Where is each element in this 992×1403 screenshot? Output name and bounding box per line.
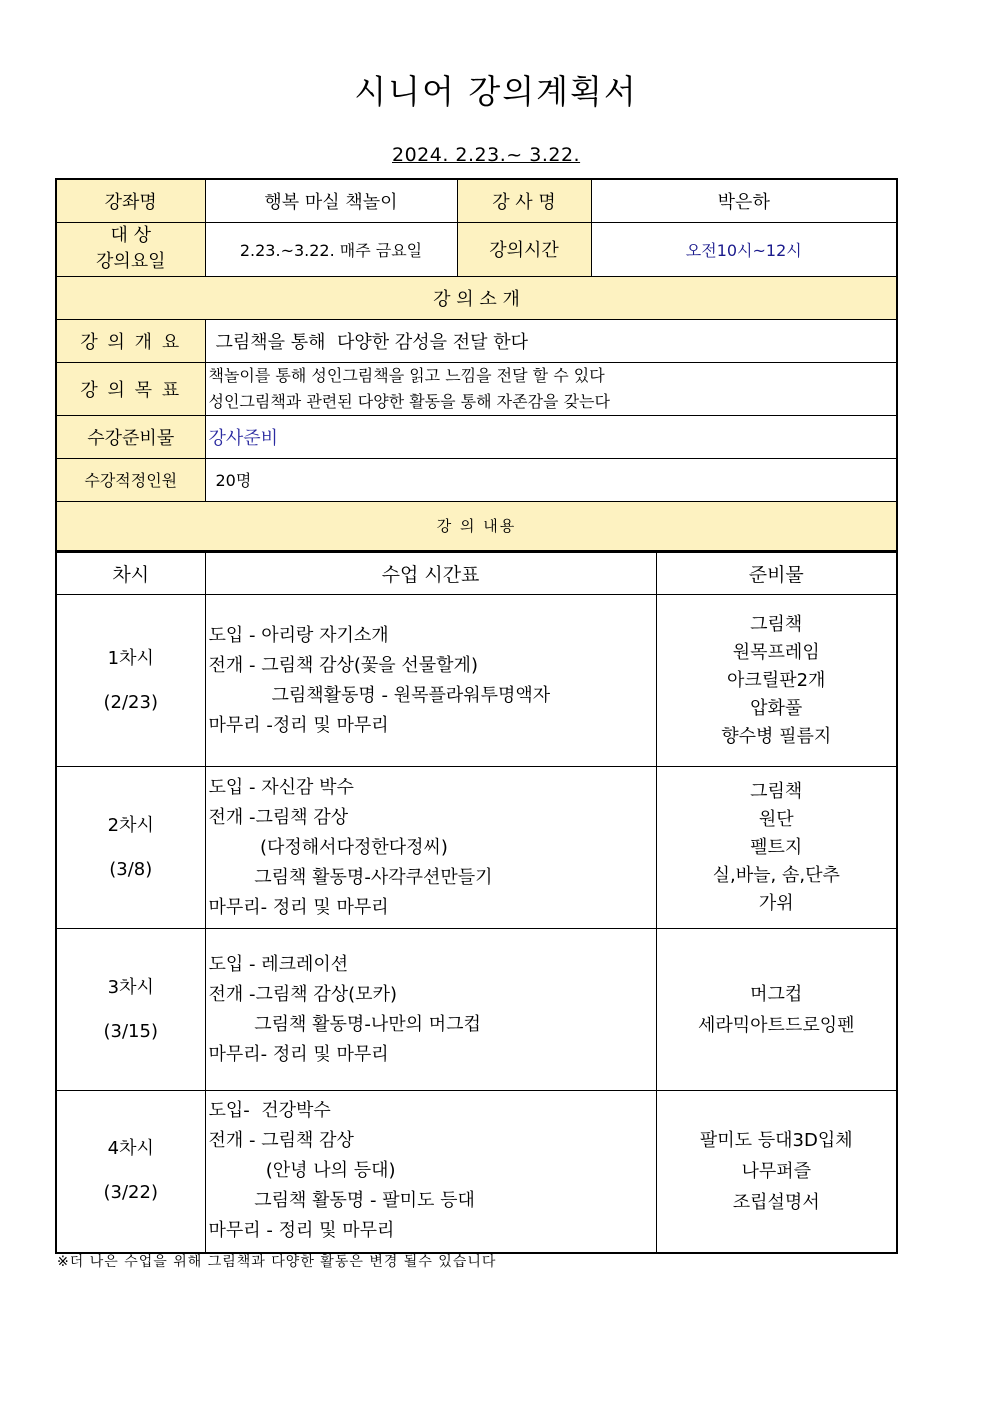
- session-materials: [656, 767, 897, 929]
- session-materials: [656, 1091, 897, 1253]
- session-materials: [656, 595, 897, 767]
- session-schedule: [205, 767, 656, 929]
- lecture-day-label: 강의요일: [95, 251, 166, 272]
- material-item: 원단: [758, 808, 794, 830]
- session-date: (3/22): [103, 1182, 158, 1204]
- session-schedule: [205, 929, 656, 1091]
- schedule-line: 그림책활동명 - 원목플라워투명액자: [208, 684, 551, 706]
- schedule-line: 마무리 - 정리 및 마무리: [208, 1220, 395, 1242]
- material-item: 압화풀: [750, 697, 803, 719]
- material-item: 머그컵: [750, 983, 803, 1005]
- session-date: (2/23): [103, 691, 158, 713]
- material-item: 실,바늘, 솜,단추: [712, 864, 840, 886]
- schedule-line: (다정해서다정한다정씨): [208, 836, 448, 858]
- schedule-column-header: 수업 시간표: [205, 553, 656, 595]
- material-item: 세라믹아트드로잉펜: [698, 1014, 855, 1036]
- material-item: 그림책: [750, 613, 803, 635]
- session-date: (3/15): [103, 1020, 158, 1042]
- lecture-plan-table: [55, 178, 896, 1254]
- target-label: 대 상: [110, 225, 151, 246]
- session-name: 3차시: [107, 976, 154, 998]
- course-date-range: 2024. 2.23.~ 3.22.: [392, 144, 581, 166]
- schedule-line: 도입- 건강박수: [208, 1100, 331, 1122]
- capacity-value: 20명: [205, 458, 897, 501]
- schedule-line: 도입 - 아리랑 자기소개: [208, 624, 389, 646]
- session-row: [56, 595, 897, 767]
- session-cell: [56, 1091, 205, 1253]
- schedule-line: 전개 -그림책 감상(모카): [208, 983, 397, 1005]
- material-item: 팔미도 등대3D입체: [699, 1129, 853, 1151]
- goal-value: [205, 362, 897, 415]
- session-column-header: 차시: [56, 553, 205, 595]
- course-name-value: 행복 마실 책놀이: [205, 179, 457, 222]
- session-cell: [56, 595, 205, 767]
- material-item: 원목프레임: [732, 641, 820, 663]
- schedule-line: 전개 -그림책 감상: [208, 806, 349, 828]
- session-cell: [56, 929, 205, 1091]
- session-cell: [56, 767, 205, 929]
- material-item: 펠트지: [750, 836, 803, 858]
- target-day-label: [56, 222, 205, 276]
- intro-section-header: 강 의 소 개: [56, 276, 897, 319]
- capacity-label: 수강적정인원: [56, 458, 205, 501]
- schedule-line: 마무리- 정리 및 마무리: [208, 1043, 389, 1065]
- session-row: [56, 1091, 897, 1253]
- content-section-header: 강 의 내용: [56, 501, 897, 551]
- lecture-time-label: 강의시간: [457, 222, 591, 276]
- course-name-label: 강좌명: [56, 179, 205, 222]
- materials-label: 수강준비물: [56, 415, 205, 458]
- session-materials: [656, 929, 897, 1091]
- lecture-time-value: 오전10시~12시: [591, 222, 897, 276]
- goal-label: 강 의 목 표: [56, 362, 205, 415]
- session-name: 2차시: [107, 814, 154, 836]
- session-row: [56, 929, 897, 1091]
- material-item: 나무퍼즐: [741, 1160, 812, 1182]
- overview-value: 그림책을 통해 다양한 감성을 전달 한다: [205, 319, 897, 362]
- schedule-line: 도입 - 자신감 박수: [208, 776, 354, 798]
- material-item: 조립설명서: [732, 1191, 820, 1213]
- instructor-value: 박은하: [591, 179, 897, 222]
- schedule-line: 그림책 활동명-나만의 머그컵: [208, 1013, 481, 1035]
- page-title: 시니어 강의계획서: [354, 72, 638, 111]
- session-schedule: [205, 1091, 656, 1253]
- instructor-label: 강 사 명: [457, 179, 591, 222]
- footnote: ※더 나은 수업을 위해 그림책과 다양한 활동은 변경 될수 있습니다: [57, 1254, 497, 1270]
- session-date: (3/8): [109, 858, 153, 880]
- goal-line: 성인그림책과 관련된 다양한 활동을 통해 자존감을 갖는다: [208, 391, 610, 411]
- schedule-line: 도입 - 레크레이션: [208, 953, 349, 975]
- schedule-line: 전개 - 그림책 감상(꽃을 선물할게): [208, 654, 478, 676]
- schedule-line: (안녕 나의 등대): [208, 1160, 396, 1182]
- schedule-line: 그림책 활동명-사각쿠션만들기: [208, 866, 493, 888]
- material-item: 가위: [758, 892, 794, 914]
- material-item: 아크릴판2개: [727, 669, 826, 691]
- goal-line: 책놀이를 통해 성인그림책을 읽고 느낌을 전달 할 수 있다: [208, 365, 605, 385]
- overview-label: 강 의 개 요: [56, 319, 205, 362]
- session-name: 4차시: [107, 1138, 154, 1160]
- materials-value: 강사준비: [205, 415, 897, 458]
- schedule-line: 그림책 활동명 - 팔미도 등대: [208, 1190, 475, 1212]
- session-name: 1차시: [107, 647, 154, 669]
- session-schedule: [205, 595, 656, 767]
- schedule-line: 전개 - 그림책 감상: [208, 1130, 354, 1152]
- material-item: 향수병 필름지: [721, 725, 832, 747]
- material-item: 그림책: [750, 780, 803, 802]
- target-day-value: 2.23.~3.22. 매주 금요일: [205, 222, 457, 276]
- schedule-line: 마무리- 정리 및 마무리: [208, 896, 389, 918]
- materials-column-header: 준비물: [656, 553, 897, 595]
- schedule-line: 마무리 -정리 및 마무리: [208, 714, 389, 736]
- session-row: [56, 767, 897, 929]
